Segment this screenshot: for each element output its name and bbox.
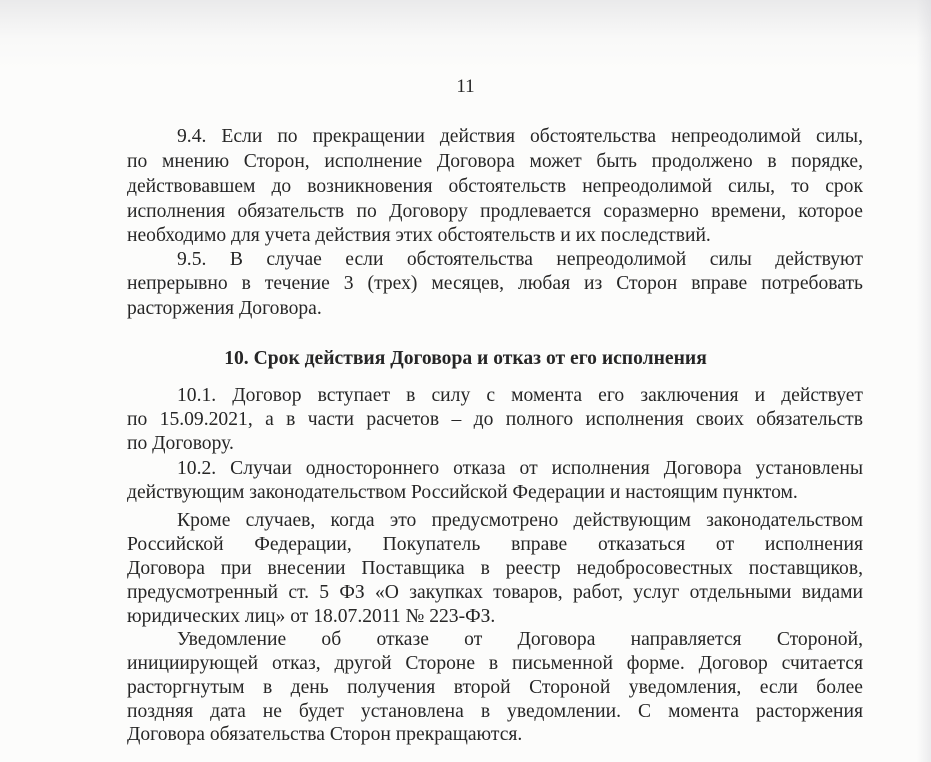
text-line: инициирующей отказ, другой Стороне в письменной форме. Договор считается [127, 653, 863, 674]
scan-edge-shadow [917, 0, 931, 762]
text-line: по мнению Сторон, исполнение Договора может быть продолжено в порядке, [127, 151, 863, 172]
page-number: 11 [456, 76, 475, 97]
text-line: по 15.09.2021, а в части расчетов – до полного исполнения своих обязательств [127, 409, 863, 430]
text-line: исполнения обязательств по Договору продлевается соразмерно времени, которое [127, 201, 863, 222]
text-line: непрерывно в течение 3 (трех) месяцев, любая из Сторон вправе потребовать [127, 273, 863, 294]
text-line: 10.1. Договор вступает в силу с момента его заключения и действует [177, 385, 863, 406]
text-line: по Договору. [127, 433, 234, 454]
text-line: Кроме случаев, когда это предусмотрено действующим законодательством [177, 510, 863, 531]
text-line: 9.5. В случае если обстоятельства непреодолимой силы действуют [177, 249, 863, 270]
text-line: предусмотренный ст. 5 ФЗ «О закупках товаров, работ, услуг отдельными видами [127, 582, 863, 603]
text-line: 9.4. Если по прекращении действия обстоятельства непреодолимой силы, [177, 126, 863, 147]
text-line: юридических лиц» от 18.07.2011 № 223-ФЗ. [127, 606, 496, 627]
section-heading: 10. Срок действия Договора и отказ от его исполнения [224, 348, 707, 369]
text-line: Договора при внесении Поставщика в реестр недобросовестных поставщиков, [127, 558, 863, 579]
text-line: расторжения Договора. [127, 298, 322, 319]
text-line: необходимо для учета действия этих обстоятельств и их последствий. [127, 225, 711, 246]
text-line: Российской Федерации, Покупатель вправе отказаться от исполнения [127, 534, 863, 555]
text-line: поздняя дата не будет установлена в уведомлении. С момента расторжения [127, 701, 863, 722]
text-line: Договора обязательства Сторон прекращаются. [127, 724, 523, 745]
scan-smudge [0, 0, 931, 70]
text-line: действующим законодательством Российской Федерации и настоящим пунктом. [127, 482, 798, 503]
text-line: расторгнутым в день получения второй Стороной уведомления, если более [127, 677, 863, 698]
text-line: 10.2. Случаи одностороннего отказа от исполнения Договора установлены [177, 458, 863, 479]
text-line: Уведомление об отказе от Договора направляется Стороной, [177, 629, 863, 650]
text-line: действовавшем до возникновения обстоятельств непреодолимой силы, то срок [127, 176, 863, 197]
